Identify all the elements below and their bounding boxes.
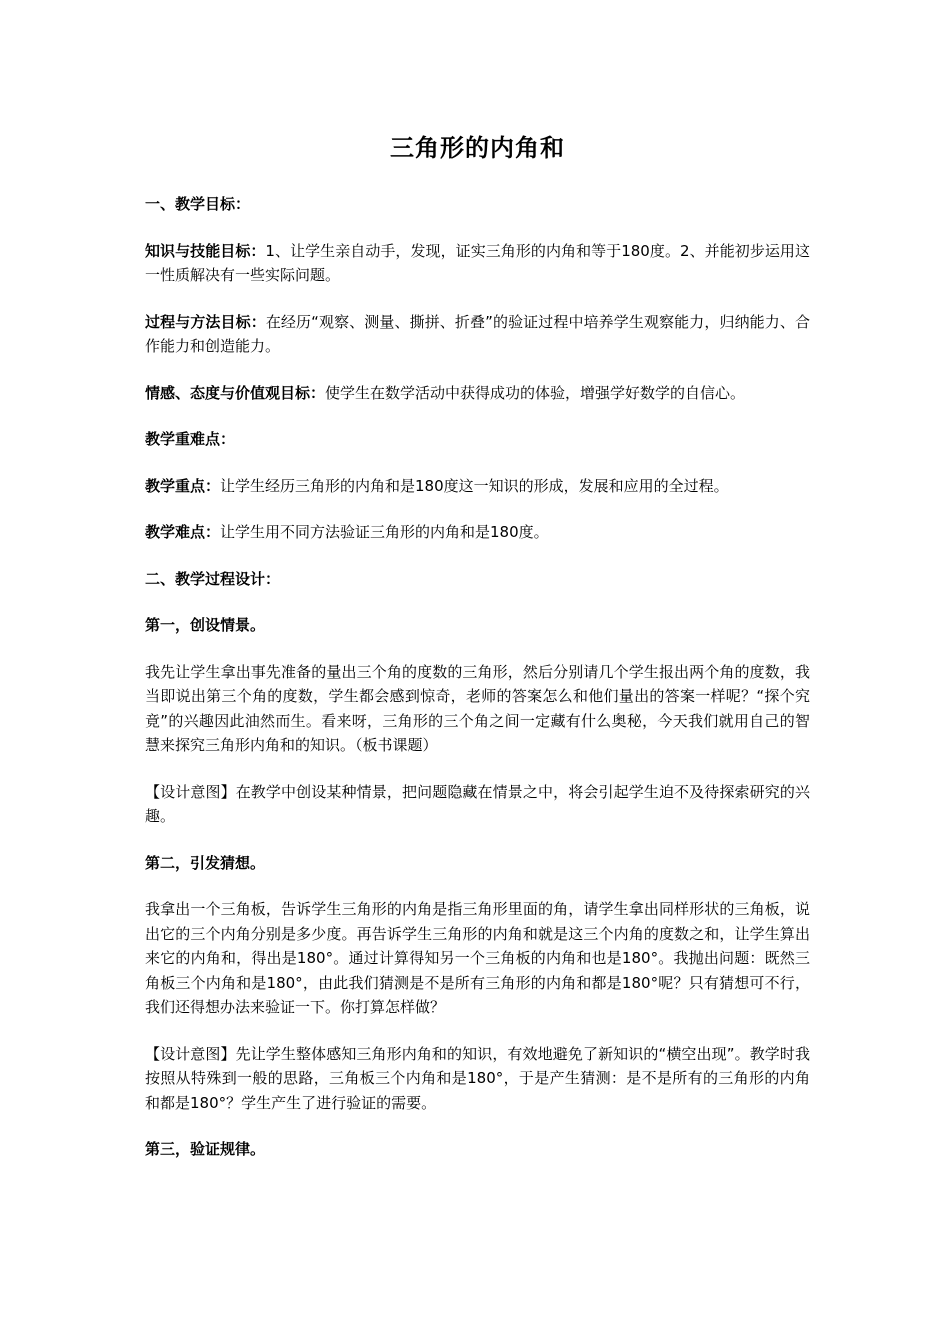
keypoints-heading: 教学重难点： [145,430,236,448]
step2-body: 我拿出一个三角板，告诉学生三角形的内角是指三角形里面的角，请学生拿出同样形状的三角板，说出它的三个内角分别是多少度。再告诉学生三角形的内角和就是这三个内角的度数之和，让学生算出来它的内角和，得出是180°。通过计算得知另一个三角板的内角和也是180°。我抛出问题：既然三角板三个内角和是180°，由此我们猜测是不是所有三角形的内角和都是180°呢？只有猜想可不行，我们还得想办法来验证一下。你打算怎样做？ [145,900,810,1016]
step2-design-intent: 【设计意图】先让学生整体感知三角形内角和的知识，有效地避免了新知识的“横空出现”。教学时我按照从特殊到一般的思路，三角板三个内角和是180°，于是产生猜测：是不是所有的三角形的内角和都是180°？学生产生了进行验证的需要。 [145,1044,810,1112]
emotion-objective [145,381,810,406]
teaching-focus-label: 教学重点： [145,476,221,495]
process-objective [145,310,810,359]
emotion-objective-label: 情感、态度与价值观目标： [145,383,326,402]
emotion-objective-text: 使学生在数学活动中获得成功的体验，增强学好数学的自信心。 [325,383,746,402]
step2-heading: 第二，引发猜想。 [145,853,266,872]
step1-body: 我先让学生拿出事先准备的量出三个角的度数的三角形，然后分别请几个学生报出两个角的度数，我当即说出第三个角的度数，学生都会感到惊奇，老师的答案怎么和他们量出的答案一样呢？“探个究竟”的兴趣因此油然而生。看来呀，三角形的三个角之间一定藏有什么奥秘，今天我们就用自己的智慧来探究三角形内角和的知识。（板书课题） [145,662,810,754]
teaching-difficulty [145,520,810,545]
process-objective-label: 过程与方法目标： [145,312,266,331]
step1-heading: 第一，创设情景。 [145,616,266,634]
knowledge-objective-label: 知识与技能目标： [145,241,266,260]
teaching-difficulty-text: 让学生用不同方法验证三角形的内角和是180度。 [220,523,549,541]
teaching-difficulty-label: 教学难点： [145,523,221,541]
step1-design-intent: 【设计意图】在教学中创设某种情景，把问题隐藏在情景之中，将会引起学生迫不及待探索研究的兴趣。 [145,782,810,825]
document-page [145,128,810,1184]
step3-heading: 第三，验证规律。 [145,1140,266,1158]
process-objective-text: 在经历“观察、测量、撕拼、折叠”的验证过程中培养学生观察能力，归纳能力、合作能力和创造能力。 [145,312,810,355]
section-heading-objectives: 一、教学目标： [145,195,251,213]
document-title: 三角形的内角和 [390,134,565,162]
teaching-focus-text: 让学生经历三角形的内角和是180度这一知识的形成，发展和应用的全过程。 [220,476,729,495]
teaching-focus [145,474,810,499]
knowledge-objective-text: 1、让学生亲自动手，发现，证实三角形的内角和等于180度。2、并能初步运用这一性质解决有一些实际问题。 [145,241,810,284]
knowledge-objective [145,239,810,288]
section-heading-process: 二、教学过程设计： [145,569,281,588]
